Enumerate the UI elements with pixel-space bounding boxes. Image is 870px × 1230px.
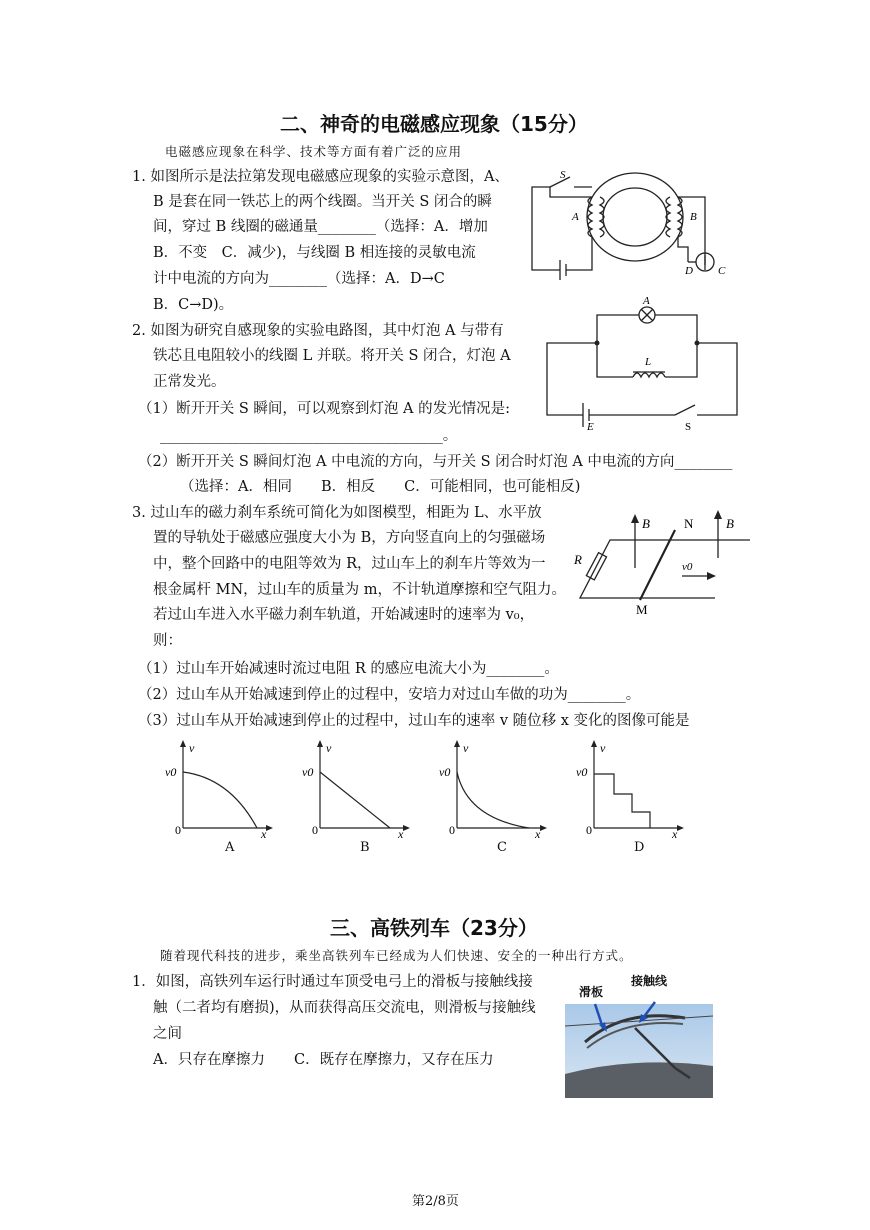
q3-line-2: 置的导轨处于磁感应强度大小为 B，方向竖直向上的匀强磁场 [153, 530, 546, 546]
graph-c-x: x [535, 827, 541, 838]
fig1-label-a: A [572, 211, 579, 223]
q1-line-3: 间，穿过 B 线圈的磁通量________（选择：A．增加 [153, 219, 488, 235]
q1-line-5: 计中电流的方向为________（选择：A．D→C [153, 271, 445, 287]
graph-c-v: v [463, 741, 469, 755]
q3-sub2: （2）过山车从开始减速到停止的过程中，安培力对过山车做的功为________。 [138, 687, 641, 703]
q2-line-2: 铁芯且电阻较小的线圈 L 并联。将开关 S 闭合，灯泡 A [153, 348, 511, 364]
section2-title: 二、神奇的电磁感应现象（15分） [280, 112, 588, 136]
fig1-label-b: B [690, 211, 697, 223]
fig1-label-c: C [718, 265, 726, 277]
q2-sub2-options: （选择：A．相同 B．相反 C．可能相同，也可能相反) [180, 479, 581, 495]
graph-a [165, 738, 275, 858]
q1-line-4: B．不变 C．减少)，与线圈 B 相连接的灵敏电流 [153, 245, 476, 261]
graph-a-x: x [261, 827, 267, 838]
fig2-label-a: A [643, 295, 650, 307]
graph-d-label: D [634, 840, 645, 855]
graph-d-v0: v0 [576, 765, 588, 779]
graph-c-label: C [497, 840, 507, 855]
section3-title: 三、高铁列车（23分） [330, 916, 538, 940]
graph-c-origin: 0 [449, 823, 455, 837]
fig3-label-n: N [684, 516, 694, 531]
photo-label-wire: 接触线 [631, 974, 668, 988]
graph-a-v0: v0 [165, 765, 177, 779]
q3-line-5: 若过山车进入水平磁力刹车轨道，开始减速时的速率为 v₀， [153, 607, 535, 623]
graph-b [302, 738, 412, 858]
q1-line-1: 1. 如图所示是法拉第发现电磁感应现象的实验示意图，A、 [132, 169, 509, 185]
s3-q1-options: A．只存在摩擦力 C．既存在摩擦力，又存在压力 [153, 1052, 494, 1068]
fig1-label-s: S [560, 169, 566, 181]
q2-line-3: 正常发光。 [153, 374, 226, 390]
q3-line-6: 则： [153, 633, 182, 649]
fig3-label-v0: v0 [682, 561, 693, 573]
q3-line-3: 中，整个回路中的电阻等效为 R，过山车上的刹车片等效为一 [153, 556, 546, 572]
fig2-label-e: E [587, 421, 594, 433]
page-number: 第2/8页 [412, 1194, 459, 1209]
graph-b-x: x [398, 827, 404, 838]
section3-intro: 随着现代科技的进步，乘坐高铁列车已经成为人们快速、安全的一种出行方式。 [160, 948, 633, 963]
s3-q1-line-1: 1．如图，高铁列车运行时通过车顶受电弓上的滑板与接触线接 [132, 974, 533, 990]
graph-a-origin: 0 [175, 823, 181, 837]
graph-c-v0: v0 [439, 765, 451, 779]
graph-b-origin: 0 [312, 823, 318, 837]
q1-line-2: B 是套在同一铁芯上的两个线圈。当开关 S 闭合的瞬 [153, 194, 492, 210]
q3-line-1: 3. 过山车的磁力刹车系统可简化为如图模型，相距为 L、水平放 [132, 505, 542, 521]
graph-b-label: B [360, 840, 370, 855]
photo-label-slide: 滑板 [579, 985, 604, 999]
q2-sub2: （2）断开开关 S 瞬间灯泡 A 中电流的方向，与开关 S 闭合时灯泡 A 中电流的方向________ [138, 454, 733, 470]
fig3-label-b2: B [726, 516, 734, 531]
section2-intro: 电磁感应现象在科学、技术等方面有着广泛的应用 [165, 144, 463, 159]
fig3-label-b1: B [642, 516, 650, 531]
q1-line-6: B．C→D)。 [153, 297, 234, 313]
graph-c [439, 738, 549, 858]
graph-d-v: v [600, 741, 606, 755]
q2-line-1: 2. 如图为研究自感现象的实验电路图，其中灯泡 A 与带有 [132, 323, 504, 339]
s3-q1-line-3: 之间 [153, 1026, 182, 1042]
faraday-ring-diagram [530, 162, 730, 282]
q2-sub1: （1）断开开关 S 瞬间，可以观察到灯泡 A 的发光情况是: [138, 401, 510, 417]
fig3-label-r: R [574, 552, 582, 567]
graph-d-origin: 0 [586, 823, 592, 837]
fig1-label-d: D [685, 265, 693, 277]
graph-b-v0: v0 [302, 765, 314, 779]
q3-sub1: （1）过山车开始减速时流过电阻 R 的感应电流大小为________。 [138, 661, 559, 677]
q3-sub3: （3）过山车从开始减速到停止的过程中，过山车的速率 v 随位移 x 变化的图像可能是 [138, 713, 690, 729]
self-induction-circuit-diagram [545, 295, 745, 435]
fig2-label-l: L [645, 356, 652, 368]
fig3-label-m: M [636, 602, 648, 617]
s3-q1-line-2: 触（二者均有磨损)，从而获得高压交流电，则滑板与接触线 [153, 1000, 536, 1016]
fig2-label-s: S [685, 421, 692, 433]
pantograph-photo [565, 968, 713, 1098]
graph-b-v: v [326, 741, 332, 755]
q3-line-4: 根金属杆 MN，过山车的质量为 m，不计轨道摩擦和空气阻力。 [153, 582, 566, 598]
graph-d [576, 738, 686, 858]
graph-d-x: x [672, 827, 678, 838]
graph-a-label: A [225, 840, 235, 855]
q2-sub1-blank: _______________________________________。 [160, 428, 458, 444]
rail-brake-diagram [570, 508, 760, 618]
graph-a-v: v [189, 741, 195, 755]
